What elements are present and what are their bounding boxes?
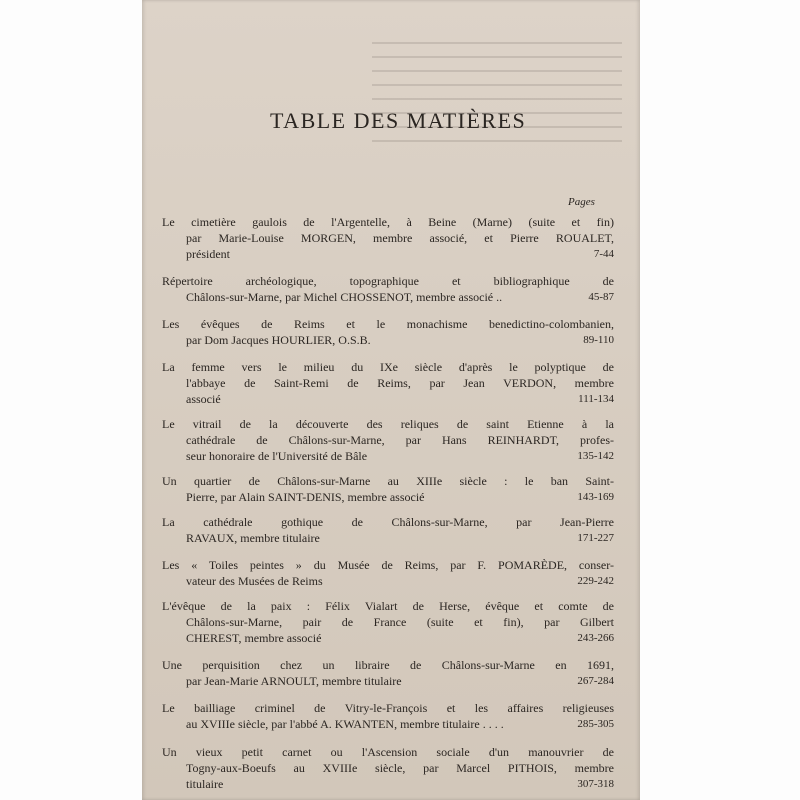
entry-continuation-line: vateur des Musées de Reims 229-242 [186, 574, 614, 588]
page-range: 111-134 [578, 393, 614, 405]
background-right [640, 0, 800, 800]
page-range: 7-44 [593, 248, 614, 260]
page-range: 171-227 [577, 532, 614, 544]
page-range: 307-318 [577, 778, 614, 790]
entry-title-line: Une perquisition chez un libraire de Châlons-sur-Marne en 1691, [162, 658, 614, 672]
background-left [0, 0, 142, 800]
entry-continuation-line: par Marie-Louise MORGEN, membre associé, et Pierre ROUALET, [186, 231, 614, 245]
toc-entry [162, 514, 614, 546]
entry-continuation-line: CHEREST, membre associé 243-266 [186, 631, 614, 645]
entry-continuation-line: Togny-aux-Boeufs au XVIIIe siècle, par Marcel PITHOIS, membre [186, 761, 614, 775]
entry-continuation-line: seur honoraire de l'Université de Bâle 135-142 [186, 449, 614, 463]
entry-title-line: La femme vers le milieu du IXe siècle d'après le polyptique de [162, 360, 614, 374]
page-range: 89-110 [583, 334, 614, 346]
toc-entry [162, 657, 614, 689]
entry-title-line: Un vieux petit carnet ou l'Ascension sociale d'un manouvrier de [162, 745, 614, 759]
entry-title-line: La cathédrale gothique de Châlons-sur-Marne, par Jean-Pierre [162, 515, 614, 529]
entry-continuation-line: par Dom Jacques HOURLIER, O.S.B. 89-110 [186, 333, 614, 347]
toc-entry [162, 273, 614, 305]
page-range: 243-266 [577, 632, 614, 644]
entry-continuation-line: associé 111-134 [186, 392, 614, 406]
entry-title-line: Les « Toiles peintes » du Musée de Reims, par F. POMARÈDE, conser- [162, 558, 614, 572]
page-range: 135-142 [577, 450, 614, 462]
toc-entry [162, 557, 614, 589]
toc-entry [162, 473, 614, 505]
entry-continuation-line: l'abbaye de Saint-Remi de Reims, par Jean VERDON, membre [186, 376, 614, 390]
toc-entry [162, 744, 614, 792]
book-page [142, 0, 640, 800]
entry-continuation-line: Châlons-sur-Marne, pair de France (suite et fin), par Gilbert [186, 615, 614, 629]
entry-title-line: Les évêques de Reims et le monachisme benedictino-colombanien, [162, 317, 614, 331]
entry-continuation-line: cathédrale de Châlons-sur-Marne, par Hans REINHARDT, profes- [186, 433, 614, 447]
page-range: 267-284 [577, 675, 614, 687]
entry-title-line: Le bailliage criminel de Vitry-le-François et les affaires religieuses [162, 701, 614, 715]
page-range: 45-87 [588, 291, 614, 303]
entry-title-line: Le cimetière gaulois de l'Argentelle, à Beine (Marne) (suite et fin) [162, 215, 614, 229]
entry-continuation-line: RAVAUX, membre titulaire 171-227 [186, 531, 614, 545]
pages-column-header: Pages [568, 196, 595, 208]
toc-entry [162, 214, 614, 262]
page-range: 143-169 [577, 491, 614, 503]
entry-title-line: L'évêque de la paix : Félix Vialart de Herse, évêque et comte de [162, 599, 614, 613]
toc-entry [162, 416, 614, 464]
page-title: TABLE DES MATIÈRES [270, 108, 527, 133]
entry-continuation-line: Châlons-sur-Marne, par Michel CHOSSENOT, membre associé .. 45-87 [186, 290, 614, 304]
entry-title-line: Un quartier de Châlons-sur-Marne au XIIIe siècle : le ban Saint- [162, 474, 614, 488]
entry-continuation-line: par Jean-Marie ARNOULT, membre titulaire 267-284 [186, 674, 614, 688]
page-range: 285-305 [577, 718, 614, 730]
entry-continuation-line: titulaire 307-318 [186, 777, 614, 791]
toc-entry [162, 598, 614, 646]
toc-entry [162, 359, 614, 407]
entry-title-line: Le vitrail de la découverte des reliques de saint Etienne à la [162, 417, 614, 431]
toc-entry [162, 700, 614, 732]
entry-title-line: Répertoire archéologique, topographique et bibliographique de [162, 274, 614, 288]
entry-continuation-line: au XVIIIe siècle, par l'abbé A. KWANTEN, membre titulaire . . . . 285-305 [186, 717, 614, 731]
page-range: 229-242 [577, 575, 614, 587]
entry-continuation-line: Pierre, par Alain SAINT-DENIS, membre associé 143-169 [186, 490, 614, 504]
entry-continuation-line: président 7-44 [186, 247, 614, 261]
toc-entry [162, 316, 614, 348]
